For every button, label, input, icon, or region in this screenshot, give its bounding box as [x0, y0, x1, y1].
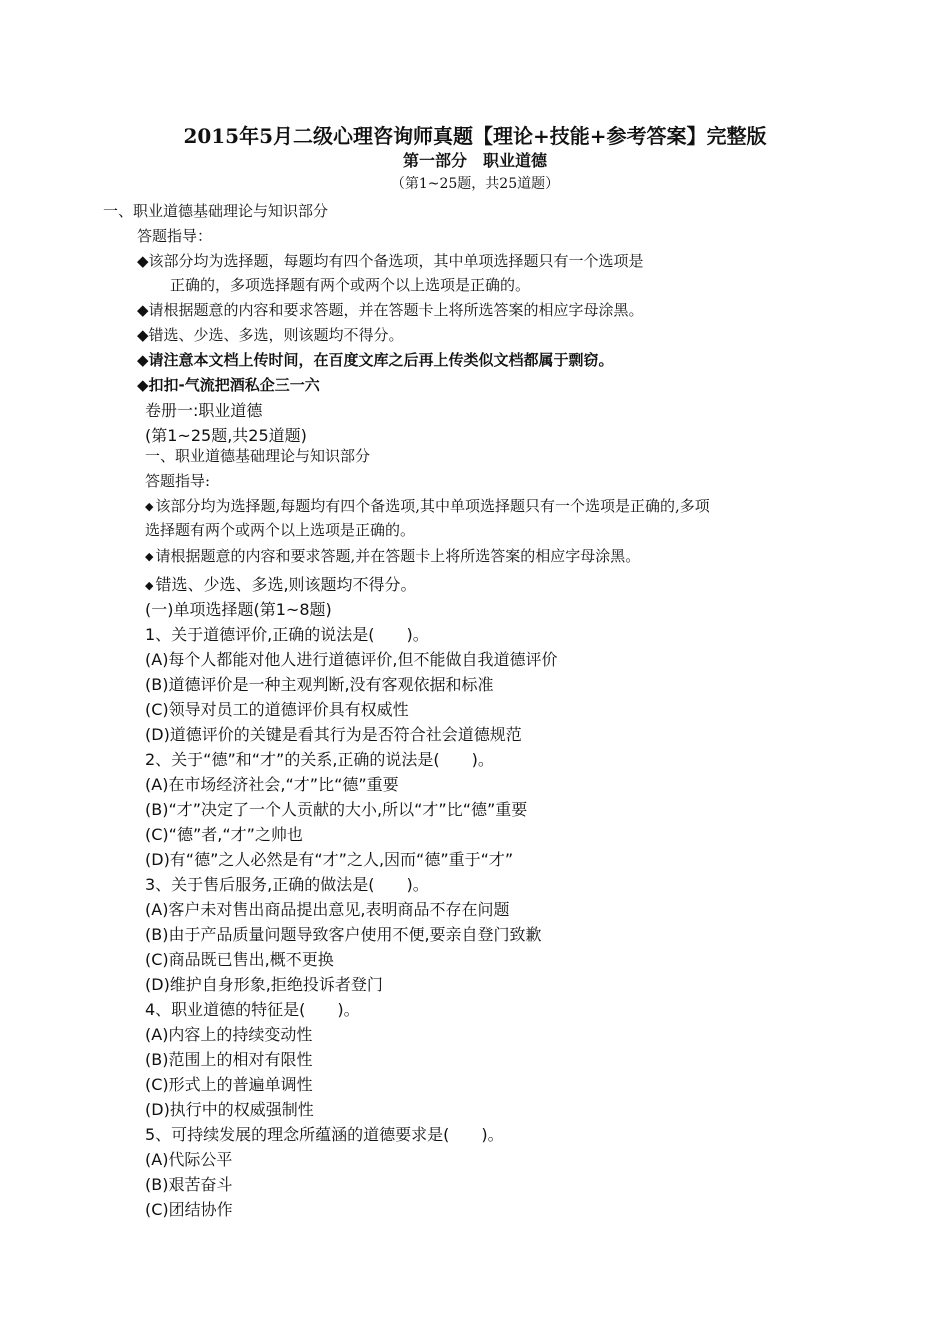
rule-text: 请根据题意的内容和要求答题，并在答题卡上将所选答案的相应字母涂黑。: [148, 301, 644, 319]
question-option: (A)每个人都能对他人进行道德评价,但不能做自我道德评价: [145, 650, 558, 669]
rule-b-item-2: [145, 547, 640, 565]
question-stem: 2、关于“德”和“才”的关系,正确的说法是( )。: [145, 750, 494, 769]
section-heading: 一、职业道德基础理论与知识部分: [103, 202, 329, 220]
diamond-bullet-icon: ◆: [145, 579, 154, 592]
upload-notice: [137, 351, 614, 369]
section-heading-b: 一、职业道德基础理论与知识部分: [145, 447, 371, 465]
question-option: (B)“才”决定了一个人贡献的大小,所以“才”比“德”重要: [145, 800, 528, 819]
rule-text: 错选、少选、多选，则该题均不得分。: [148, 326, 404, 344]
guide-label: 答题指导：: [137, 227, 213, 245]
rule-item-1: [137, 252, 644, 270]
rule-text: 错选、少选、多选,则该题均不得分。: [155, 575, 417, 594]
volume-title: 卷册一:职业道德: [145, 401, 263, 420]
notice-text: 扣扣-气流把酒私企三一六: [148, 376, 320, 394]
rule-item-3: [137, 326, 404, 344]
rule-text: 请根据题意的内容和要求答题,并在答题卡上将所选答案的相应字母涂黑。: [155, 547, 641, 565]
question-option: (A)在市场经济社会,“才”比“德”重要: [145, 775, 399, 794]
part-range: （第1~25题，共25道题）: [390, 176, 560, 192]
rule-text: 该部分均为选择题,每题均有四个备选项,其中单项选择题只有一个选项是正确的,多项: [155, 497, 710, 515]
guide-label-b: 答题指导:: [145, 472, 211, 490]
question-option: (C)“德”者,“才”之帅也: [145, 825, 303, 844]
question-option: (C)形式上的普遍单调性: [145, 1075, 313, 1094]
question-option: (C)领导对员工的道德评价具有权威性: [145, 700, 409, 719]
document-title: 2015年5月二级心理咨询师真题【理论+技能+参考答案】完整版: [183, 124, 767, 148]
question-option: (D)道德评价的关键是看其行为是否符合社会道德规范: [145, 725, 522, 744]
rule-b-item-3: [145, 575, 417, 594]
volume-range: (第1~25题,共25道题): [145, 426, 307, 445]
diamond-bullet-icon: ◆: [137, 326, 149, 344]
diamond-bullet-icon: ◆: [137, 252, 149, 270]
question-option: (B)范围上的相对有限性: [145, 1050, 313, 1069]
rule-text: 该部分均为选择题，每题均有四个备选项，其中单项选择题只有一个选项是: [148, 252, 644, 270]
part-title: 第一部分 职业道德: [402, 151, 547, 170]
diamond-bullet-icon: ◆: [137, 351, 149, 369]
single-choice-heading: (一)单项选择题(第1~8题): [145, 600, 332, 619]
question-option: (B)艰苦奋斗: [145, 1175, 233, 1194]
question-stem: 4、职业道德的特征是( )。: [145, 1000, 360, 1019]
rule-item-1-continued: 正确的，多项选择题有两个或两个以上选项是正确的。: [170, 276, 531, 294]
diamond-bullet-icon: ◆: [145, 500, 154, 513]
question-option: (D)维护自身形象,拒绝投诉者登门: [145, 975, 383, 994]
contact-notice: [137, 376, 320, 394]
question-stem: 3、关于售后服务,正确的做法是( )。: [145, 875, 429, 894]
diamond-bullet-icon: ◆: [137, 301, 149, 319]
rule-b-item-1-continued: 选择题有两个或两个以上选项是正确的。: [145, 521, 416, 539]
notice-text: 请注意本文档上传时间，在百度文库之后再上传类似文档都属于剽窃。: [148, 351, 614, 369]
question-option: (A)内容上的持续变动性: [145, 1025, 313, 1044]
question-option: (A)客户未对售出商品提出意见,表明商品不存在问题: [145, 900, 510, 919]
question-option: (C)团结协作: [145, 1200, 233, 1219]
question-option: (A)代际公平: [145, 1150, 233, 1169]
diamond-bullet-icon: ◆: [137, 376, 149, 394]
question-option: (B)由于产品质量问题导致客户使用不便,要亲自登门致歉: [145, 925, 542, 944]
rule-b-item-1: [145, 497, 710, 515]
question-stem: 1、关于道德评价,正确的说法是( )。: [145, 625, 429, 644]
question-stem: 5、可持续发展的理念所蕴涵的道德要求是( )。: [145, 1125, 504, 1144]
rule-item-2: [137, 301, 644, 319]
question-option: (C)商品既已售出,概不更换: [145, 950, 334, 969]
question-option: (D)执行中的权威强制性: [145, 1100, 314, 1119]
question-option: (B)道德评价是一种主观判断,没有客观依据和标准: [145, 675, 494, 694]
question-option: (D)有“德”之人必然是有“才”之人,因而“德”重于“才”: [145, 850, 514, 869]
diamond-bullet-icon: ◆: [145, 550, 154, 563]
